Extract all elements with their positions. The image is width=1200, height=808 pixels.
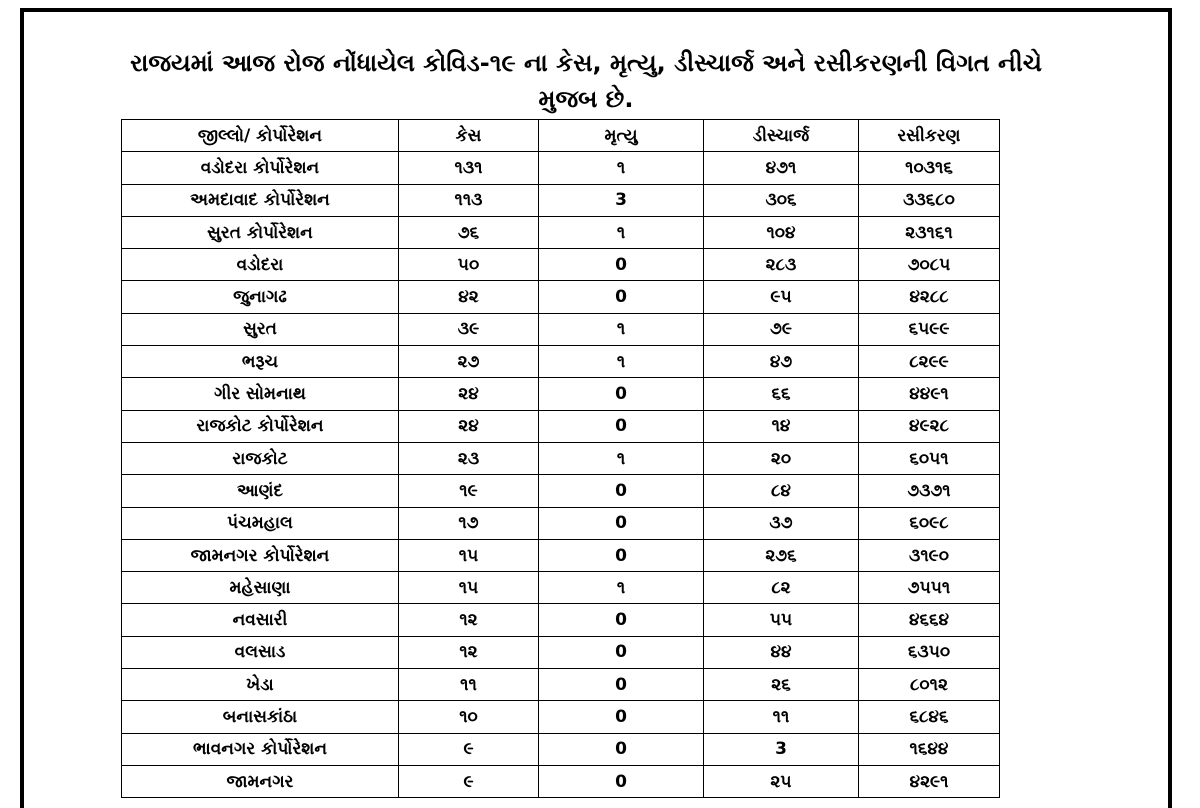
district-cell: પંચમહાલ xyxy=(122,507,399,539)
covid-report-table xyxy=(121,119,1000,798)
deaths-cell: 0 xyxy=(539,733,704,765)
vaccination-cell: ૭૫૫૧ xyxy=(859,572,1000,604)
table-row xyxy=(122,507,1000,539)
deaths-cell: ૧ xyxy=(539,313,704,345)
district-cell: જામનગર xyxy=(122,765,399,797)
cases-cell: ૫૦ xyxy=(399,249,539,281)
vaccination-cell: ૪૬૬૪ xyxy=(859,604,1000,636)
page-title xyxy=(20,45,1152,117)
district-cell: સુરત કોર્પોરેશન xyxy=(122,216,399,248)
discharge-cell: ૧૦૪ xyxy=(704,216,859,248)
table-row xyxy=(122,604,1000,636)
discharge-cell: ૪૭૧ xyxy=(704,152,859,184)
vaccination-cell: ૧૦૩૧૬ xyxy=(859,152,1000,184)
district-cell: ખેડા xyxy=(122,669,399,701)
cases-cell: ૩૯ xyxy=(399,313,539,345)
district-cell: ભરૂચ xyxy=(122,346,399,378)
vaccination-cell: ૪૨૯૧ xyxy=(859,765,1000,797)
vaccination-cell: ૪૯૨૮ xyxy=(859,410,1000,442)
district-cell: ગીર સોમનાથ xyxy=(122,378,399,410)
vaccination-cell: ૧૬૪૪ xyxy=(859,733,1000,765)
vaccination-cell: ૬૫૯૯ xyxy=(859,313,1000,345)
discharge-cell: ૯૫ xyxy=(704,281,859,313)
cases-cell: ૨૪ xyxy=(399,378,539,410)
deaths-cell: ૧ xyxy=(539,346,704,378)
table-row xyxy=(122,184,1000,216)
district-cell: જુનાગઢ xyxy=(122,281,399,313)
title-line-2: મુજબ છે. xyxy=(538,85,634,113)
vaccination-cell: ૮૦૧૨ xyxy=(859,669,1000,701)
deaths-cell: ૧ xyxy=(539,216,704,248)
table-body xyxy=(122,152,1000,798)
vaccination-cell: ૭૦૮૫ xyxy=(859,249,1000,281)
district-cell: નવસારી xyxy=(122,604,399,636)
title-line-1: રાજયમાં આજ રોજ નોંધાયેલ કોવિડ-૧૯ ના કેસ, મૃત્યુ, ડીસ્ચાર્જ અને રસીકરણની વિગત નીચે xyxy=(130,49,1042,77)
district-cell: અમદાવાદ કોર્પોરેશન xyxy=(122,184,399,216)
deaths-cell: ૧ xyxy=(539,152,704,184)
vaccination-cell: ૨૩૧૬૧ xyxy=(859,216,1000,248)
discharge-cell: ૮૨ xyxy=(704,572,859,604)
vaccination-cell: ૮૨૯૯ xyxy=(859,346,1000,378)
deaths-cell: 0 xyxy=(539,249,704,281)
discharge-cell: ૩૭ xyxy=(704,507,859,539)
cases-cell: ૨૭ xyxy=(399,346,539,378)
district-cell: આણંદ xyxy=(122,475,399,507)
table-row xyxy=(122,378,1000,410)
header-discharge: ડીસ્ચાર્જ xyxy=(704,120,859,152)
table-row xyxy=(122,410,1000,442)
vaccination-cell: ૬૦૫૧ xyxy=(859,442,1000,474)
cases-cell: ૭૬ xyxy=(399,216,539,248)
header-district: જીલ્લો/ કોર્પોરેશન xyxy=(122,120,399,152)
vaccination-cell: ૭૩૭૧ xyxy=(859,475,1000,507)
cases-cell: ૧૦ xyxy=(399,701,539,733)
header-cases: કેસ xyxy=(399,120,539,152)
district-cell: મહેસાણા xyxy=(122,572,399,604)
vaccination-cell: ૬૮૪૬ xyxy=(859,701,1000,733)
cases-cell: ૪૨ xyxy=(399,281,539,313)
cases-cell: ૧૯ xyxy=(399,475,539,507)
district-cell: સુરત xyxy=(122,313,399,345)
table-row xyxy=(122,539,1000,571)
district-cell: વલસાડ xyxy=(122,636,399,668)
discharge-cell: ૪૪ xyxy=(704,636,859,668)
district-cell: વડોદરા કોર્પોરેશન xyxy=(122,152,399,184)
district-cell: વડોદરા xyxy=(122,249,399,281)
header-row xyxy=(122,120,1000,152)
vaccination-cell: ૪૨૮૮ xyxy=(859,281,1000,313)
deaths-cell: 3 xyxy=(539,184,704,216)
deaths-cell: 0 xyxy=(539,604,704,636)
district-cell: જામનગર કોર્પોરેશન xyxy=(122,539,399,571)
table-row xyxy=(122,281,1000,313)
deaths-cell: 0 xyxy=(539,539,704,571)
table-row xyxy=(122,701,1000,733)
cases-cell: ૧૧ xyxy=(399,669,539,701)
discharge-cell: ૭૯ xyxy=(704,313,859,345)
discharge-cell: ૪૭ xyxy=(704,346,859,378)
discharge-cell: ૮૪ xyxy=(704,475,859,507)
discharge-cell: ૧૧ xyxy=(704,701,859,733)
table-row xyxy=(122,313,1000,345)
deaths-cell: 0 xyxy=(539,475,704,507)
table-row xyxy=(122,216,1000,248)
vaccination-cell: ૬૦૯૮ xyxy=(859,507,1000,539)
header-vaccination: રસીકરણ xyxy=(859,120,1000,152)
district-cell: બનાસકાંઠા xyxy=(122,701,399,733)
table-row xyxy=(122,152,1000,184)
deaths-cell: 0 xyxy=(539,765,704,797)
table-row xyxy=(122,669,1000,701)
discharge-cell: ૩૦૬ xyxy=(704,184,859,216)
table-row xyxy=(122,765,1000,797)
vaccination-cell: ૬૩૫૦ xyxy=(859,636,1000,668)
deaths-cell: ૧ xyxy=(539,572,704,604)
vaccination-cell: ૪૪૯૧ xyxy=(859,378,1000,410)
vaccination-cell: ૩૩૬૮૦ xyxy=(859,184,1000,216)
deaths-cell: 0 xyxy=(539,636,704,668)
deaths-cell: 0 xyxy=(539,410,704,442)
vaccination-cell: ૩૧૯૦ xyxy=(859,539,1000,571)
cases-cell: ૯ xyxy=(399,733,539,765)
deaths-cell: 0 xyxy=(539,701,704,733)
cases-cell: ૧૩૧ xyxy=(399,152,539,184)
discharge-cell: ૨૮૩ xyxy=(704,249,859,281)
deaths-cell: ૧ xyxy=(539,442,704,474)
deaths-cell: 0 xyxy=(539,281,704,313)
district-cell: રાજકોટ xyxy=(122,442,399,474)
deaths-cell: 0 xyxy=(539,378,704,410)
table-row xyxy=(122,475,1000,507)
district-cell: રાજકોટ કોર્પોરેશન xyxy=(122,410,399,442)
discharge-cell: ૨૭૬ xyxy=(704,539,859,571)
discharge-cell: ૨૫ xyxy=(704,765,859,797)
table-row xyxy=(122,636,1000,668)
cases-cell: ૨૪ xyxy=(399,410,539,442)
discharge-cell: 3 xyxy=(704,733,859,765)
district-cell: ભાવનગર કોર્પોરેશન xyxy=(122,733,399,765)
discharge-cell: ૬૬ xyxy=(704,378,859,410)
header-deaths: મૃત્યુ xyxy=(539,120,704,152)
cases-cell: ૧૨ xyxy=(399,636,539,668)
table-row xyxy=(122,572,1000,604)
deaths-cell: 0 xyxy=(539,669,704,701)
cases-cell: ૧૧૩ xyxy=(399,184,539,216)
deaths-cell: 0 xyxy=(539,507,704,539)
table-row xyxy=(122,733,1000,765)
cases-cell: ૧૨ xyxy=(399,604,539,636)
discharge-cell: ૧૪ xyxy=(704,410,859,442)
cases-cell: ૯ xyxy=(399,765,539,797)
table-row xyxy=(122,346,1000,378)
cases-cell: ૧૭ xyxy=(399,507,539,539)
table-row xyxy=(122,442,1000,474)
cases-cell: ૧૫ xyxy=(399,539,539,571)
cases-cell: ૨૩ xyxy=(399,442,539,474)
table-row xyxy=(122,249,1000,281)
discharge-cell: ૨૬ xyxy=(704,669,859,701)
discharge-cell: ૨૦ xyxy=(704,442,859,474)
cases-cell: ૧૫ xyxy=(399,572,539,604)
discharge-cell: ૫૫ xyxy=(704,604,859,636)
